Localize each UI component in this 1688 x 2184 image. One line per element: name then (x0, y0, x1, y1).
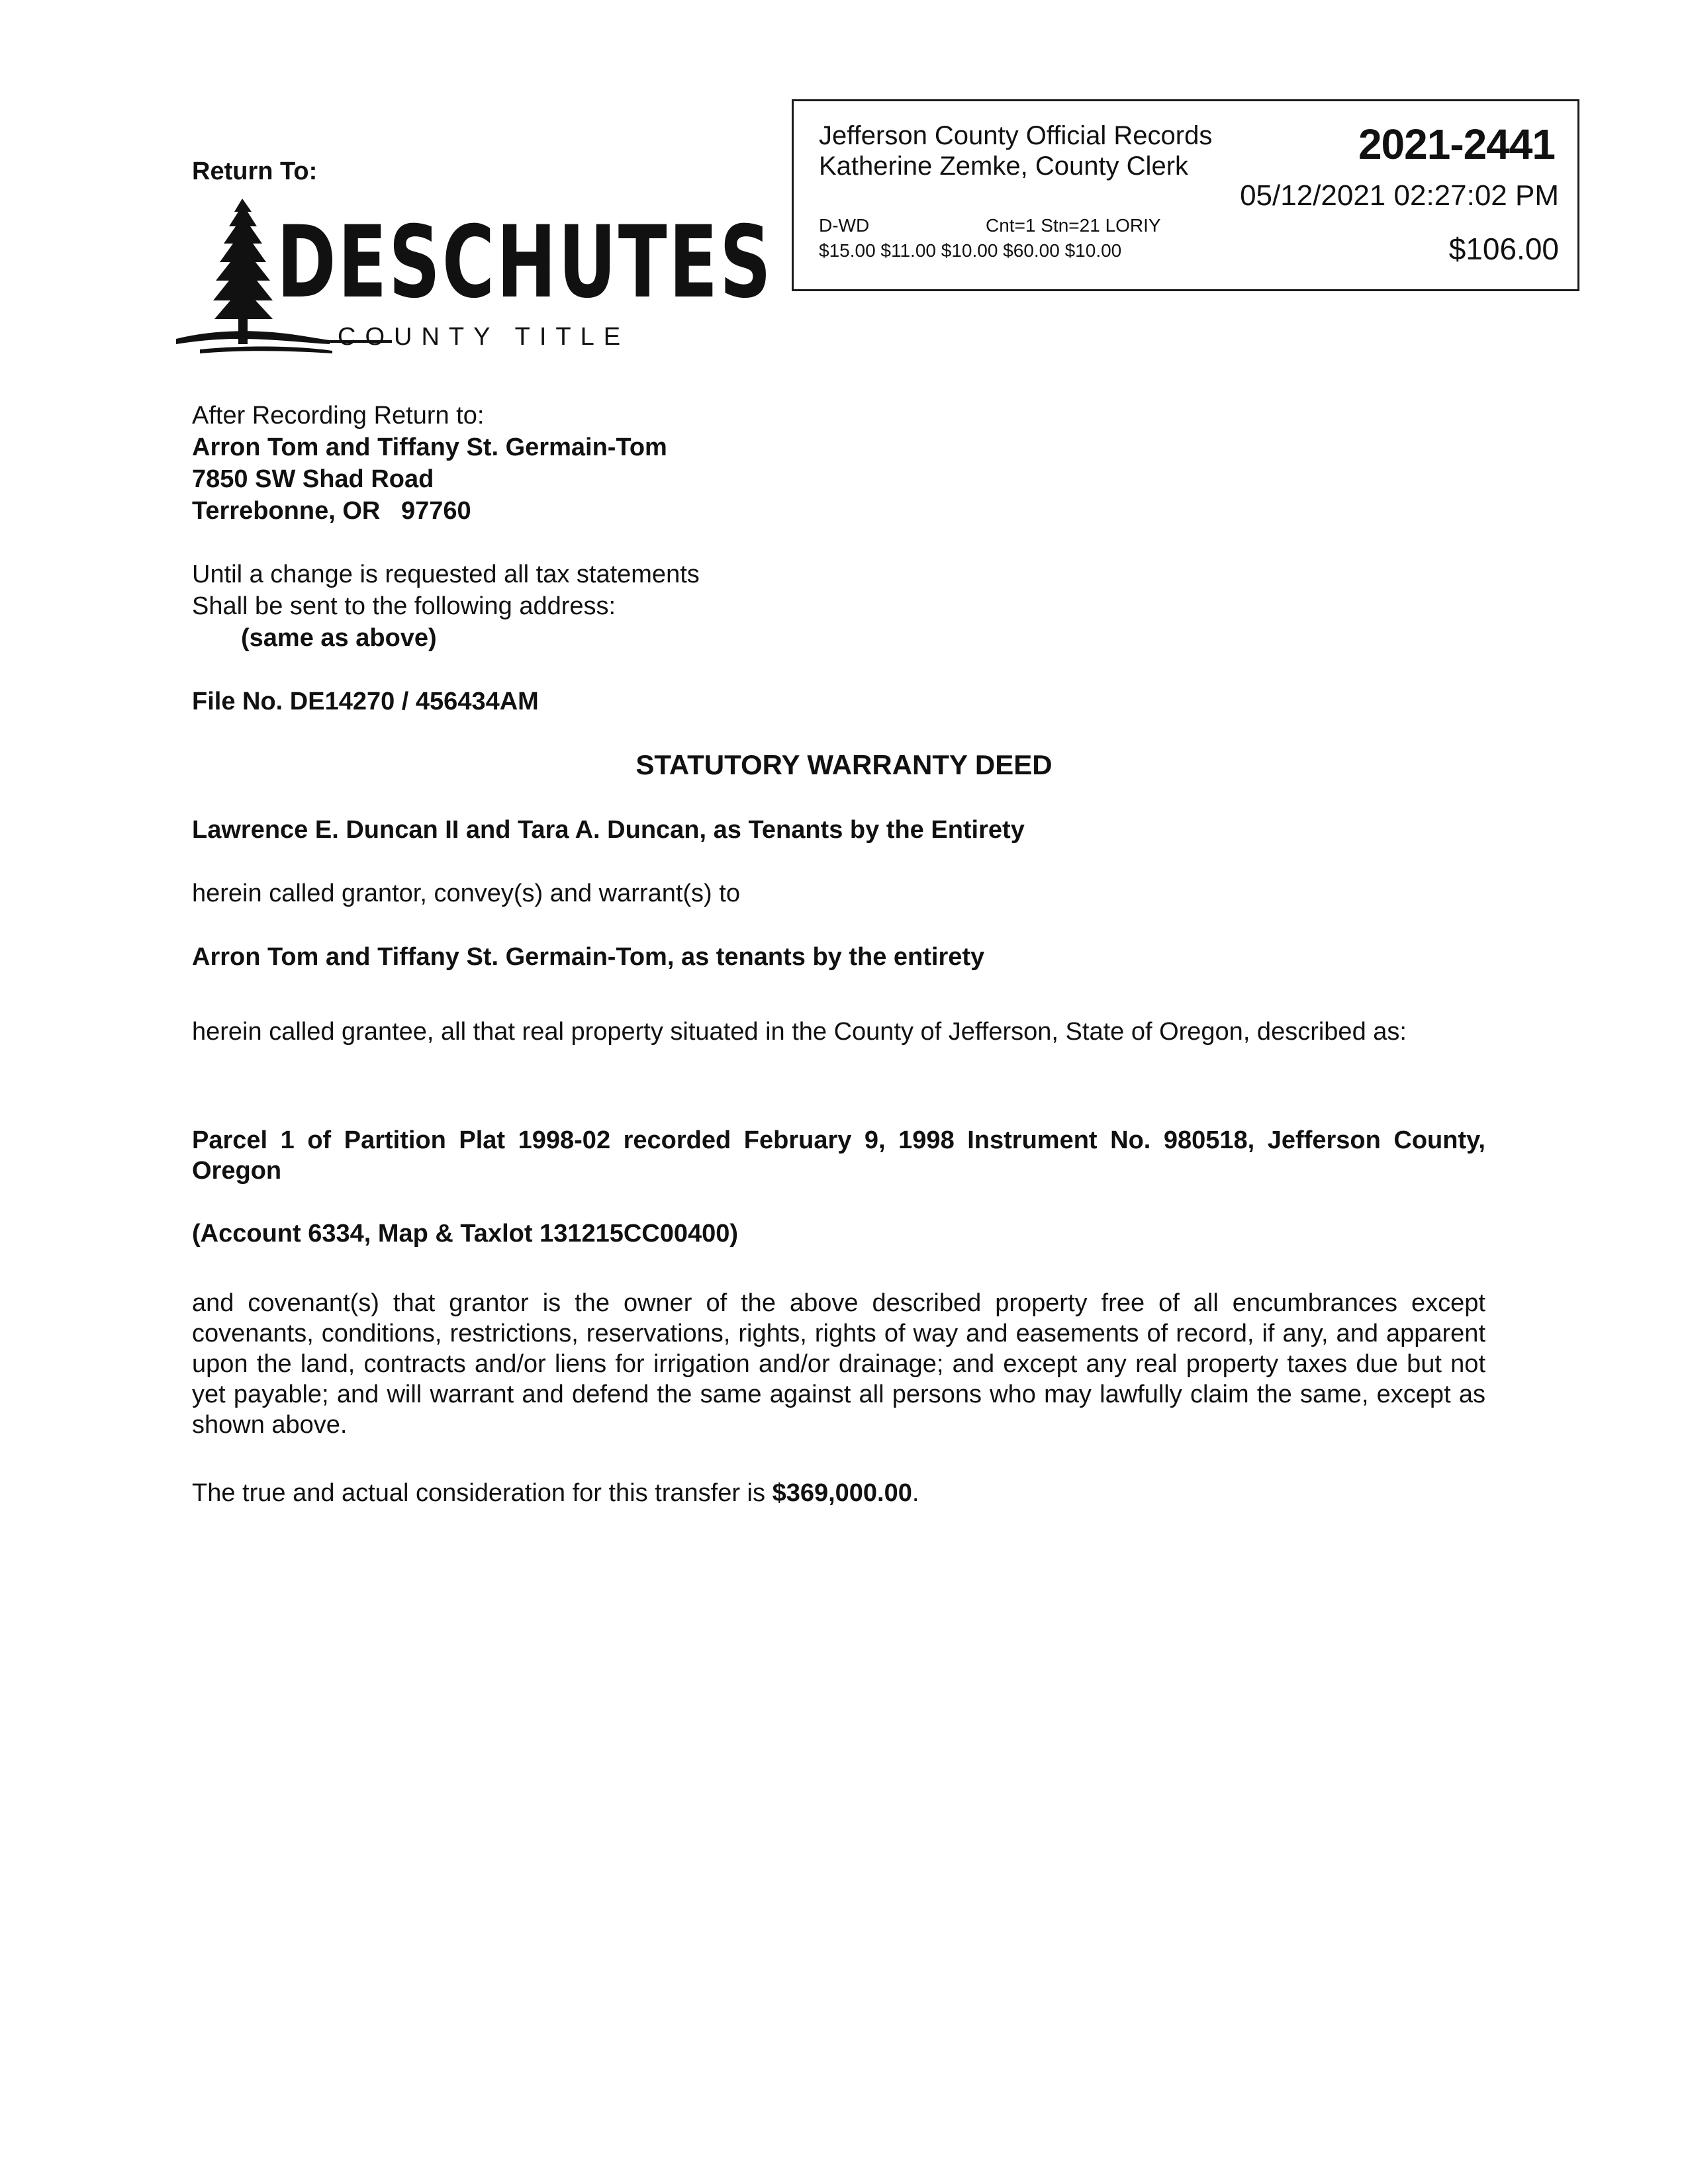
logo-subtitle: COUNTY TITLE (338, 323, 630, 351)
tax-statements-line1: Until a change is requested all tax statements (192, 561, 700, 588)
legal-description: Parcel 1 of Partition Plat 1998-02 recorded February 9, 1998 Instrument No. 980518, Jefferson County, Oregon (192, 1126, 1485, 1185)
return-street: 7850 SW Shad Road (192, 465, 434, 493)
file-number: File No. DE14270 / 456434AM (192, 688, 539, 715)
tax-statements-address: (same as above) (241, 624, 437, 652)
count-station: Cnt=1 Stn=21 LORIY (986, 215, 1161, 236)
return-city-state-zip: Terrebonne, OR 97760 (192, 497, 471, 525)
grantee-names: Arron Tom and Tiffany St. Germain-Tom, as tenants by the entirety (192, 943, 985, 971)
grantor-clause: herein called grantor, convey(s) and warrant(s) to (192, 880, 740, 907)
return-name: Arron Tom and Tiffany St. Germain-Tom (192, 433, 667, 461)
logo-wordmark: DESCHUTES (277, 205, 773, 320)
recorded-datetime: 05/12/2021 02:27:02 PM (1240, 179, 1559, 212)
after-recording-label: After Recording Return to: (192, 402, 485, 430)
consideration-statement (192, 1477, 919, 1509)
deed-title: STATUTORY WARRANTY DEED (635, 749, 1053, 780)
tax-statements-line2: Shall be sent to the following address: (192, 592, 616, 620)
county-clerk: Katherine Zemke, County Clerk (819, 152, 1189, 181)
recording-stamp (792, 99, 1579, 291)
grantee-clause: herein called grantee, all that real property situated in the County of Jefferson, State of Oregon, described as: (192, 1018, 1407, 1046)
consideration-amount: $369,000.00 (772, 1479, 912, 1507)
document-type: D-WD (819, 215, 870, 236)
total-fee: $106.00 (1448, 232, 1559, 266)
instrument-number: 2021-2441 (1358, 120, 1555, 168)
account-taxlot: (Account 6334, Map & Taxlot 131215CC00400) (192, 1220, 739, 1248)
recording-office: Jefferson County Official Records (819, 121, 1213, 150)
fee-breakdown: $15.00 $11.00 $10.00 $60.00 $10.00 (819, 240, 1122, 261)
covenant-paragraph: and covenant(s) that grantor is the owner of the above described property free of all encumbrances except covenants, conditions, restrictions, reservations, rights, rights of way and easements of record, if any, and apparent upon the land, contracts and/or liens for irrigation and/or drainage; and except any real property taxes due but not yet payable; and will warrant and defend the same against all persons who may lawfully claim the same, except as shown above. (192, 1289, 1485, 1439)
consideration-suffix: . (912, 1479, 919, 1507)
consideration-prefix: The true and actual consideration for this transfer is (192, 1479, 773, 1507)
return-to-label: Return To: (192, 158, 318, 185)
grantor-names: Lawrence E. Duncan II and Tara A. Duncan, as Tenants by the Entirety (192, 816, 1025, 844)
